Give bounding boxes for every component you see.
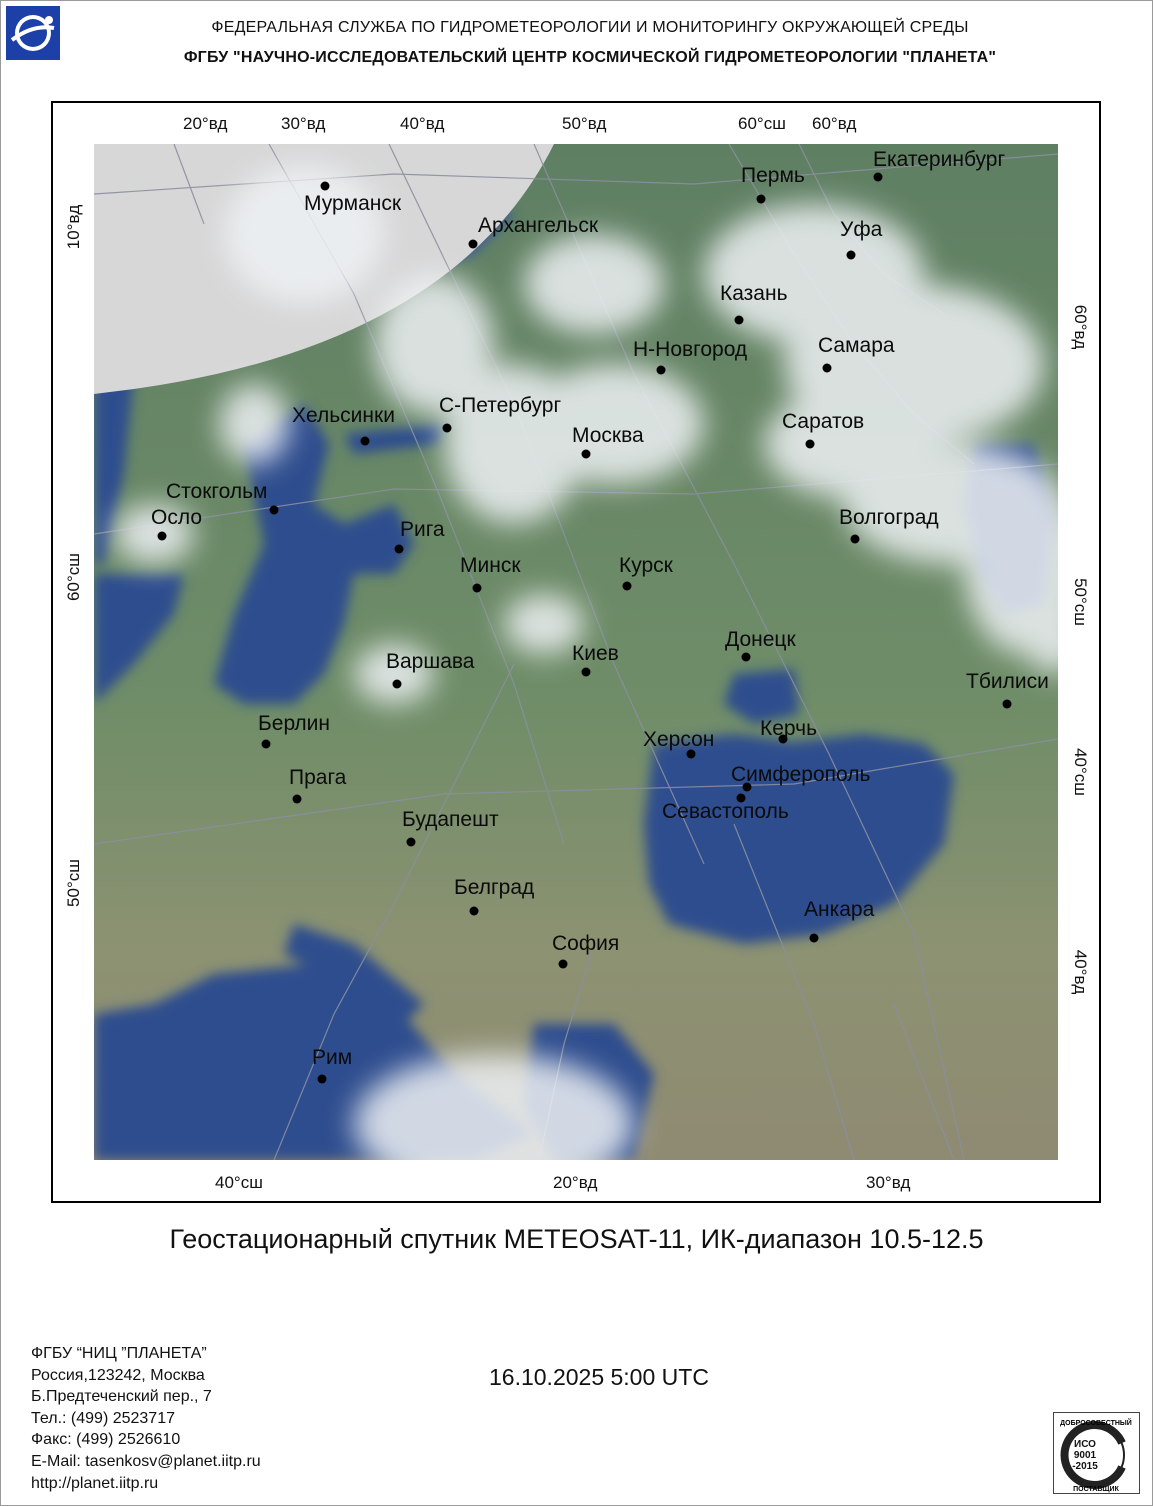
city-label: Донецк — [725, 628, 796, 651]
observation-datetime: 16.10.2025 5:00 UTC — [489, 1364, 709, 1390]
city-label: Стокгольм — [166, 480, 268, 503]
city-marker — [847, 251, 856, 260]
city-label: Берлин — [258, 712, 331, 735]
city-marker — [321, 182, 330, 191]
city-label: С-Петербург — [439, 394, 562, 417]
city-marker — [757, 195, 766, 204]
city-label: Хельсинки — [292, 404, 395, 427]
city-label: Киев — [572, 642, 619, 665]
city-label: Н-Новгород — [633, 338, 748, 361]
grid-label-top-1: 20°вд — [183, 114, 228, 133]
city-label: Будапешт — [402, 808, 499, 831]
city-marker — [559, 960, 568, 969]
header-institute: ФГБУ "НАУЧНО-ИССЛЕДОВАТЕЛЬСКИЙ ЦЕНТР КОСМИЧЕСКОЙ ГИДРОМЕТЕОРОЛОГИИ "ПЛАНЕТА" — [183, 49, 997, 66]
city-label: Москва — [572, 424, 644, 447]
planeta-logo — [6, 6, 60, 60]
city-label: Прага — [289, 766, 347, 789]
city-marker — [361, 437, 370, 446]
city-label: Волгоград — [839, 506, 939, 529]
grid-label-left-1: 10°вд — [64, 204, 83, 250]
city-label: Керчь — [760, 717, 818, 740]
city-marker — [469, 240, 478, 249]
city-label: Варшава — [386, 650, 475, 673]
city-label: Анкара — [804, 898, 875, 921]
satellite-map-svg — [94, 144, 1058, 1160]
city-marker — [582, 450, 591, 459]
grid-label-bottom-3: 30°вд — [866, 1173, 911, 1192]
city-marker — [806, 440, 815, 449]
grid-label-top-4: 50°вд — [562, 114, 607, 133]
city-marker — [823, 364, 832, 373]
city-label: Симферополь — [731, 763, 871, 786]
city-marker — [262, 740, 271, 749]
contact-block — [31, 1343, 261, 1494]
grid-label-right-2: 50°сш — [1071, 578, 1090, 626]
city-marker — [851, 535, 860, 544]
grid-label-left-3: 50°сш — [64, 859, 83, 907]
iso-certification-badge — [1053, 1412, 1140, 1494]
contact-org: ФГБУ “НИЦ ”ПЛАНЕТА” — [31, 1345, 207, 1362]
contact-website[interactable]: http://planet.iitp.ru — [31, 1474, 159, 1492]
city-label: Рига — [400, 518, 445, 541]
satellite-map — [94, 144, 1058, 1160]
city-marker — [470, 907, 479, 916]
city-label: София — [552, 932, 620, 955]
contact-email[interactable]: E-Mail: tasenkosv@planet.iitp.ru — [31, 1452, 261, 1470]
grid-label-top-5: 60°сш — [738, 114, 786, 133]
grid-label-top-6: 60°вд — [812, 114, 857, 133]
city-label: Херсон — [643, 728, 715, 751]
city-label: Самара — [818, 334, 895, 357]
city-marker — [810, 934, 819, 943]
city-marker — [443, 424, 452, 433]
contact-country-city: Россия,123242, Москва — [31, 1366, 205, 1384]
city-label: Саратов — [782, 410, 865, 433]
city-label: Рим — [312, 1046, 353, 1069]
iso-badge-bottom-text: ПОСТАВЩИК — [1073, 1486, 1119, 1493]
map-caption: Геостационарный спутник METEOSAT-11, ИК-диапазон 10.5-12.5 — [169, 1224, 984, 1254]
city-marker — [657, 366, 666, 375]
city-marker — [158, 532, 167, 541]
grid-label-bottom-2: 20°вд — [553, 1173, 598, 1192]
contact-phone: Тел.: (499) 2523717 — [31, 1409, 175, 1427]
iso-badge-center-text: ИСО 9001 -2015 — [1072, 1439, 1098, 1472]
city-label: Тбилиси — [966, 670, 1049, 693]
iso-badge-top-text: ДОБРОСОВЕСТНЫЙ — [1060, 1420, 1132, 1427]
city-label: Екатеринбург — [873, 148, 1006, 171]
city-marker — [473, 584, 482, 593]
city-label: Севастополь — [662, 800, 789, 823]
city-label: Белград — [454, 876, 535, 899]
city-marker — [318, 1075, 327, 1084]
city-label: Осло — [151, 506, 203, 529]
city-marker — [395, 545, 404, 554]
city-label: Архангельск — [478, 214, 599, 237]
grid-label-top-2: 30°вд — [281, 114, 326, 133]
grid-label-top-3: 40°вд — [400, 114, 445, 133]
header-agency: ФЕДЕРАЛЬНАЯ СЛУЖБА ПО ГИДРОМЕТЕОРОЛОГИИ И МОНИТОРИНГУ ОКРУЖАЮЩЕЙ СРЕДЫ — [211, 19, 969, 36]
city-label: Казань — [720, 282, 788, 305]
grid-label-right-4: 40°вд — [1071, 949, 1090, 995]
grid-label-right-1: 60°вд — [1071, 304, 1090, 350]
contact-fax: Факс: (499) 2526610 — [31, 1431, 181, 1449]
city-label: Уфа — [840, 218, 883, 241]
city-label: Пермь — [741, 164, 805, 187]
city-marker — [407, 838, 416, 847]
city-marker — [582, 668, 591, 677]
city-marker — [742, 653, 751, 662]
city-marker — [393, 680, 402, 689]
grid-label-bottom-1: 40°сш — [215, 1173, 263, 1192]
city-marker — [293, 795, 302, 804]
grid-label-right-3: 40°сш — [1071, 748, 1090, 796]
city-label: Мурманск — [304, 192, 402, 215]
grid-label-left-2: 60°сш — [64, 553, 83, 601]
city-marker — [874, 173, 883, 182]
city-label: Минск — [460, 554, 521, 577]
city-marker — [270, 506, 279, 515]
contact-street: Б.Предтеченский пер., 7 — [31, 1388, 212, 1406]
city-label: Курск — [619, 554, 673, 577]
city-marker — [1003, 700, 1012, 709]
city-marker — [623, 582, 632, 591]
city-marker — [735, 316, 744, 325]
